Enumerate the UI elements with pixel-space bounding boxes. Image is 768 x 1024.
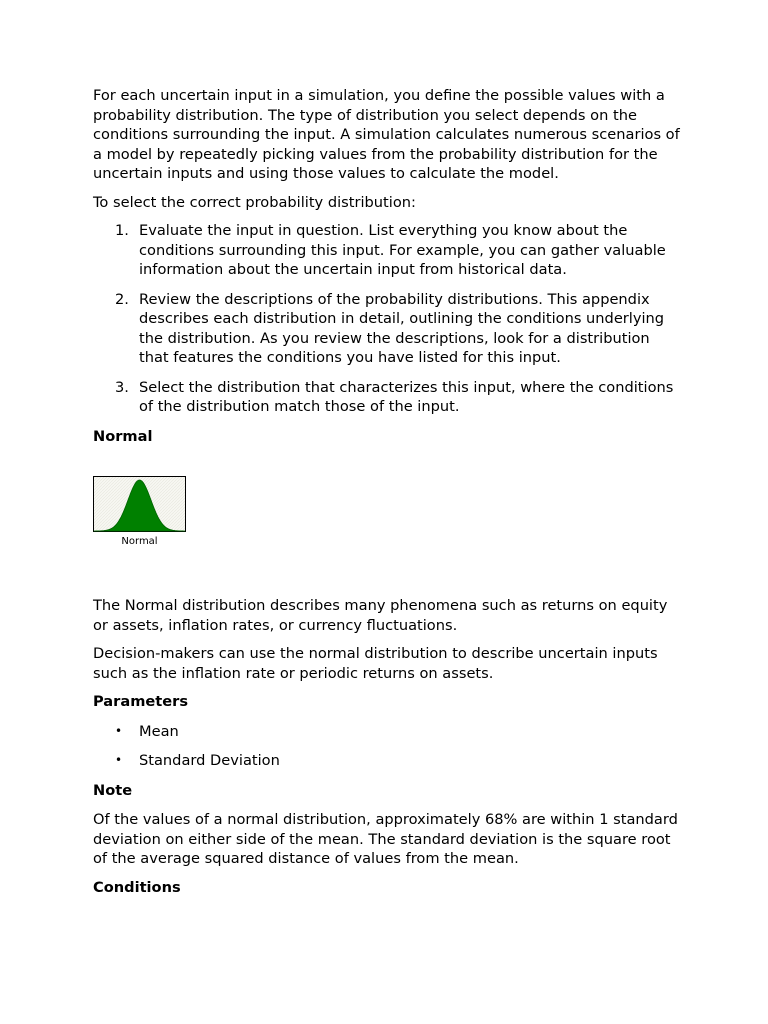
step-item — [93, 378, 683, 417]
step-number: 2. — [115, 290, 129, 308]
step-text: Review the descriptions of the probability distributions. This appendix describes each distribution in detail, outlining the conditions underlying the distribution. As you review the descriptions, look for a distribution that features the conditions you have listed for this input. — [139, 290, 665, 366]
select-lead: To select the correct probability distribution: — [93, 193, 416, 211]
step-item — [93, 221, 683, 280]
steps-list — [93, 221, 683, 417]
parameter-label: Mean — [139, 722, 179, 740]
parameter-item — [93, 722, 683, 742]
step-number: 1. — [115, 222, 129, 239]
parameters-list — [93, 722, 683, 771]
parameter-item — [93, 751, 683, 771]
document-content — [93, 86, 683, 897]
step-text: Select the distribution that characterizes this input, where the conditions of the distribution match those of the input. — [139, 378, 674, 415]
conditions-heading: Conditions — [93, 878, 181, 896]
figure-spacer — [93, 580, 683, 596]
normal-heading: Normal — [93, 427, 153, 445]
intro-paragraph: For each uncertain input in a simulation, you define the possible values with a probability distribution. The type of distribution you select depends on the conditions surrounding the input. A simulation calculates numerous scenarios of a model by repeatedly picking values from the probability distribution for the uncertain inputs and using those values to calculate the model. — [93, 87, 680, 182]
note-text: Of the values of a normal distribution, approximately 68% are within 1 standard deviation on either side of the mean. The standard deviation is the square root of the average squared distance of values from the mean. — [93, 811, 678, 867]
parameters-heading: Parameters — [93, 693, 189, 710]
step-text: Evaluate the input in question. List everything you know about the conditions surrounding this input. For example, you can gather valuable information about the uncertain input from historical data. — [139, 222, 666, 278]
normal-description-2: Decision-makers can use the normal distribution to describe uncertain inputs such as the inflation rate or periodic returns on assets. — [93, 645, 658, 682]
step-number: 3. — [115, 378, 129, 396]
step-item — [93, 290, 683, 368]
bullet-icon: • — [115, 753, 123, 767]
note-heading: Note — [93, 781, 133, 799]
figure-caption: Normal — [121, 536, 158, 547]
bullet-icon: • — [115, 723, 123, 738]
normal-curve-graphic — [93, 476, 186, 532]
parameter-label: Standard Deviation — [139, 752, 280, 769]
normal-distribution-figure — [93, 476, 186, 580]
normal-description-1: The Normal distribution describes many phenomena such as returns on equity or assets, inflation rates, or currency fluctuations. — [93, 597, 668, 634]
